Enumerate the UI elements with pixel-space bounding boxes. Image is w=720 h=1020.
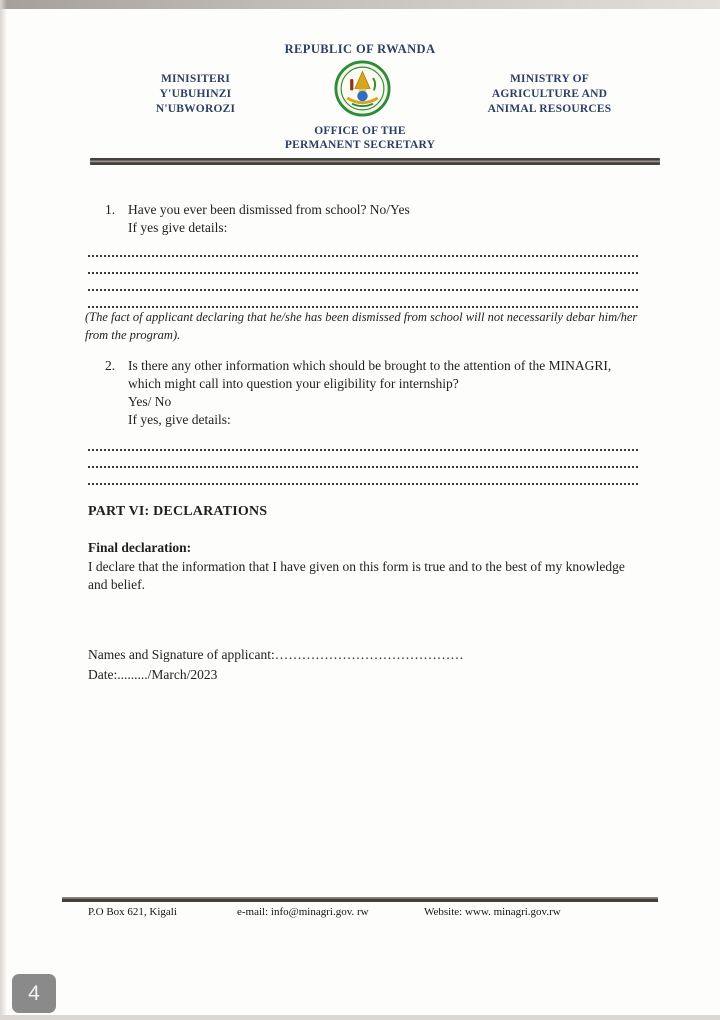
scan-edge-top — [0, 0, 720, 9]
ministry-right-line1: MINISTRY OF — [510, 73, 589, 85]
scan-edge-left — [0, 0, 7, 1020]
header-divider — [90, 158, 660, 165]
question-2 — [88, 357, 638, 429]
dotted-fill-line — [88, 257, 638, 274]
part-vi-title: PART VI: DECLARATIONS — [88, 504, 268, 519]
final-declaration-label: Final declaration: — [88, 540, 192, 555]
office-line2: PERMANENT SECRETARY — [284, 139, 436, 151]
footer-divider — [62, 897, 658, 902]
question-1 — [88, 201, 638, 237]
office-title — [0, 124, 720, 152]
question-1-answer-lines — [88, 240, 638, 308]
question-1-prompt: If yes give details: — [128, 220, 228, 235]
footer-po-box: P.O Box 621, Kigali — [88, 906, 177, 918]
rwanda-coat-of-arms-icon — [334, 60, 391, 117]
declaration-statement: I declare that the information that I have given on this form is true and to the best of my knowledge and belief. — [88, 559, 625, 592]
question-1-text: Have you ever been dismissed from school? No/Yes — [128, 202, 410, 217]
ministry-right-line2: AGRICULTURE AND — [491, 88, 608, 100]
ministry-name-english — [462, 72, 637, 117]
ministry-left-line2: Y'UBUHINZI — [159, 88, 232, 100]
question-1-note: (The fact of applicant declaring that he/she has been dismissed from school will not necessarily debar him/her from the program). — [85, 310, 638, 342]
question-2-options: Yes/ No — [128, 394, 172, 409]
ministry-left-line1: MINISITERI — [160, 73, 231, 85]
office-line1: OFFICE OF THE — [314, 125, 406, 137]
scan-edge-bottom — [0, 1015, 720, 1020]
ministry-left-line3: N'UBWOROZI — [155, 103, 236, 115]
republic-title: REPUBLIC OF RWANDA — [284, 42, 436, 56]
date-line: Date:........./March/2023 — [88, 667, 218, 682]
dotted-fill-line — [88, 274, 638, 291]
question-2-text: Is there any other information which should be brought to the attention of the MINAGRI, which might call into question your eligibility for internship? — [128, 358, 612, 391]
ministry-name-kinyarwanda — [108, 72, 283, 117]
footer-website: Website: www. minagri.gov.rw — [424, 906, 561, 918]
page-number-badge: 4 — [12, 974, 56, 1013]
dotted-fill-line — [88, 240, 638, 257]
dotted-fill-line — [88, 468, 638, 485]
ministry-right-line3: ANIMAL RESOURCES — [487, 103, 612, 115]
footer-email: e-mail: info@minagri.gov. rw — [237, 906, 369, 918]
question-2-answer-lines — [88, 434, 638, 485]
signature-line: Names and Signature of applicant:…………………………………… — [88, 647, 464, 662]
dotted-fill-line — [88, 434, 638, 451]
question-2-number: 2. — [105, 358, 116, 373]
question-2-prompt: If yes, give details: — [128, 412, 231, 427]
dotted-fill-line — [88, 451, 638, 468]
question-1-number: 1. — [105, 202, 116, 217]
dotted-fill-line — [88, 291, 638, 308]
